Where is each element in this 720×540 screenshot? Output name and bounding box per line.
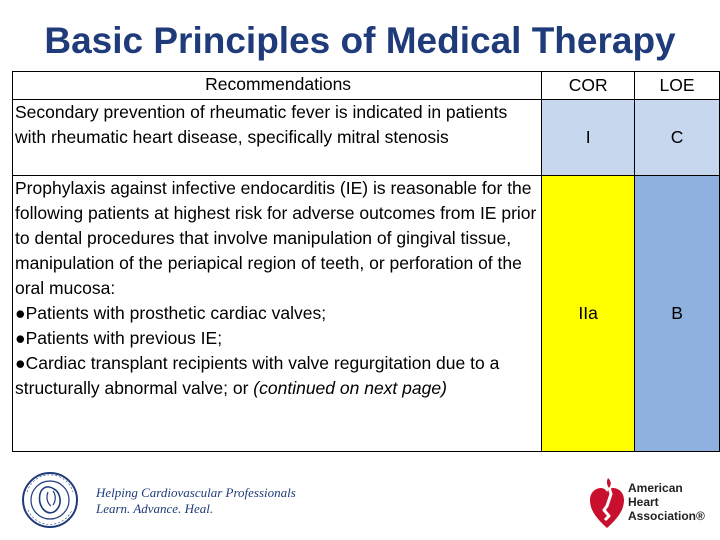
acc-logo xyxy=(18,470,318,530)
loe-value: B xyxy=(635,176,720,452)
header-loe: LOE xyxy=(635,72,720,100)
cor-value: I xyxy=(542,100,635,176)
recommendation-text-cell xyxy=(13,176,542,452)
aha-line-2: Heart xyxy=(628,495,659,509)
continued-note: (continued on next page) xyxy=(253,378,447,398)
recommendation-intro: Prophylaxis against infective endocarditis (IE) is reasonable for the following patients at highest risk for adverse outcomes from IE prior to dental procedures that involve manipulation of gingival tissue, manipulation of the periapical region of teeth, or perforation of the oral mucosa: xyxy=(15,178,537,298)
recommendation-text: Secondary prevention of rheumatic fever is indicated in patients with rheumatic heart disease, specifically mitral stenosis xyxy=(13,100,542,176)
recommendations-table xyxy=(12,71,720,452)
bullet-item-text: ●Cardiac transplant recipients with valve regurgitation due to a structurally abnormal valve; or xyxy=(15,353,500,398)
table-row xyxy=(13,176,720,452)
bullet-item: ●Patients with previous IE; xyxy=(15,328,223,348)
page-title: Basic Principles of Medical Therapy xyxy=(44,20,676,61)
bullet-item: ●Patients with prosthetic cardiac valves; xyxy=(15,303,327,323)
acc-seal-icon xyxy=(18,470,88,530)
table-header-row xyxy=(13,72,720,100)
table-row xyxy=(13,100,720,176)
acc-tagline-2: Learn. Advance. Heal. xyxy=(96,501,214,516)
header-recommendations: Recommendations xyxy=(13,72,542,100)
aha-line-1: American xyxy=(628,481,683,495)
aha-logo xyxy=(588,476,713,536)
aha-line-3: Association® xyxy=(628,509,705,523)
aha-wordmark xyxy=(628,481,713,523)
header-cor: COR xyxy=(542,72,635,100)
bullet-item-last xyxy=(15,351,541,401)
acc-tagline-1: Helping Cardiovascular Professionals xyxy=(96,485,296,500)
aha-heart-torch-icon xyxy=(588,476,626,532)
loe-value: C xyxy=(635,100,720,176)
cor-value: IIa xyxy=(542,176,635,452)
